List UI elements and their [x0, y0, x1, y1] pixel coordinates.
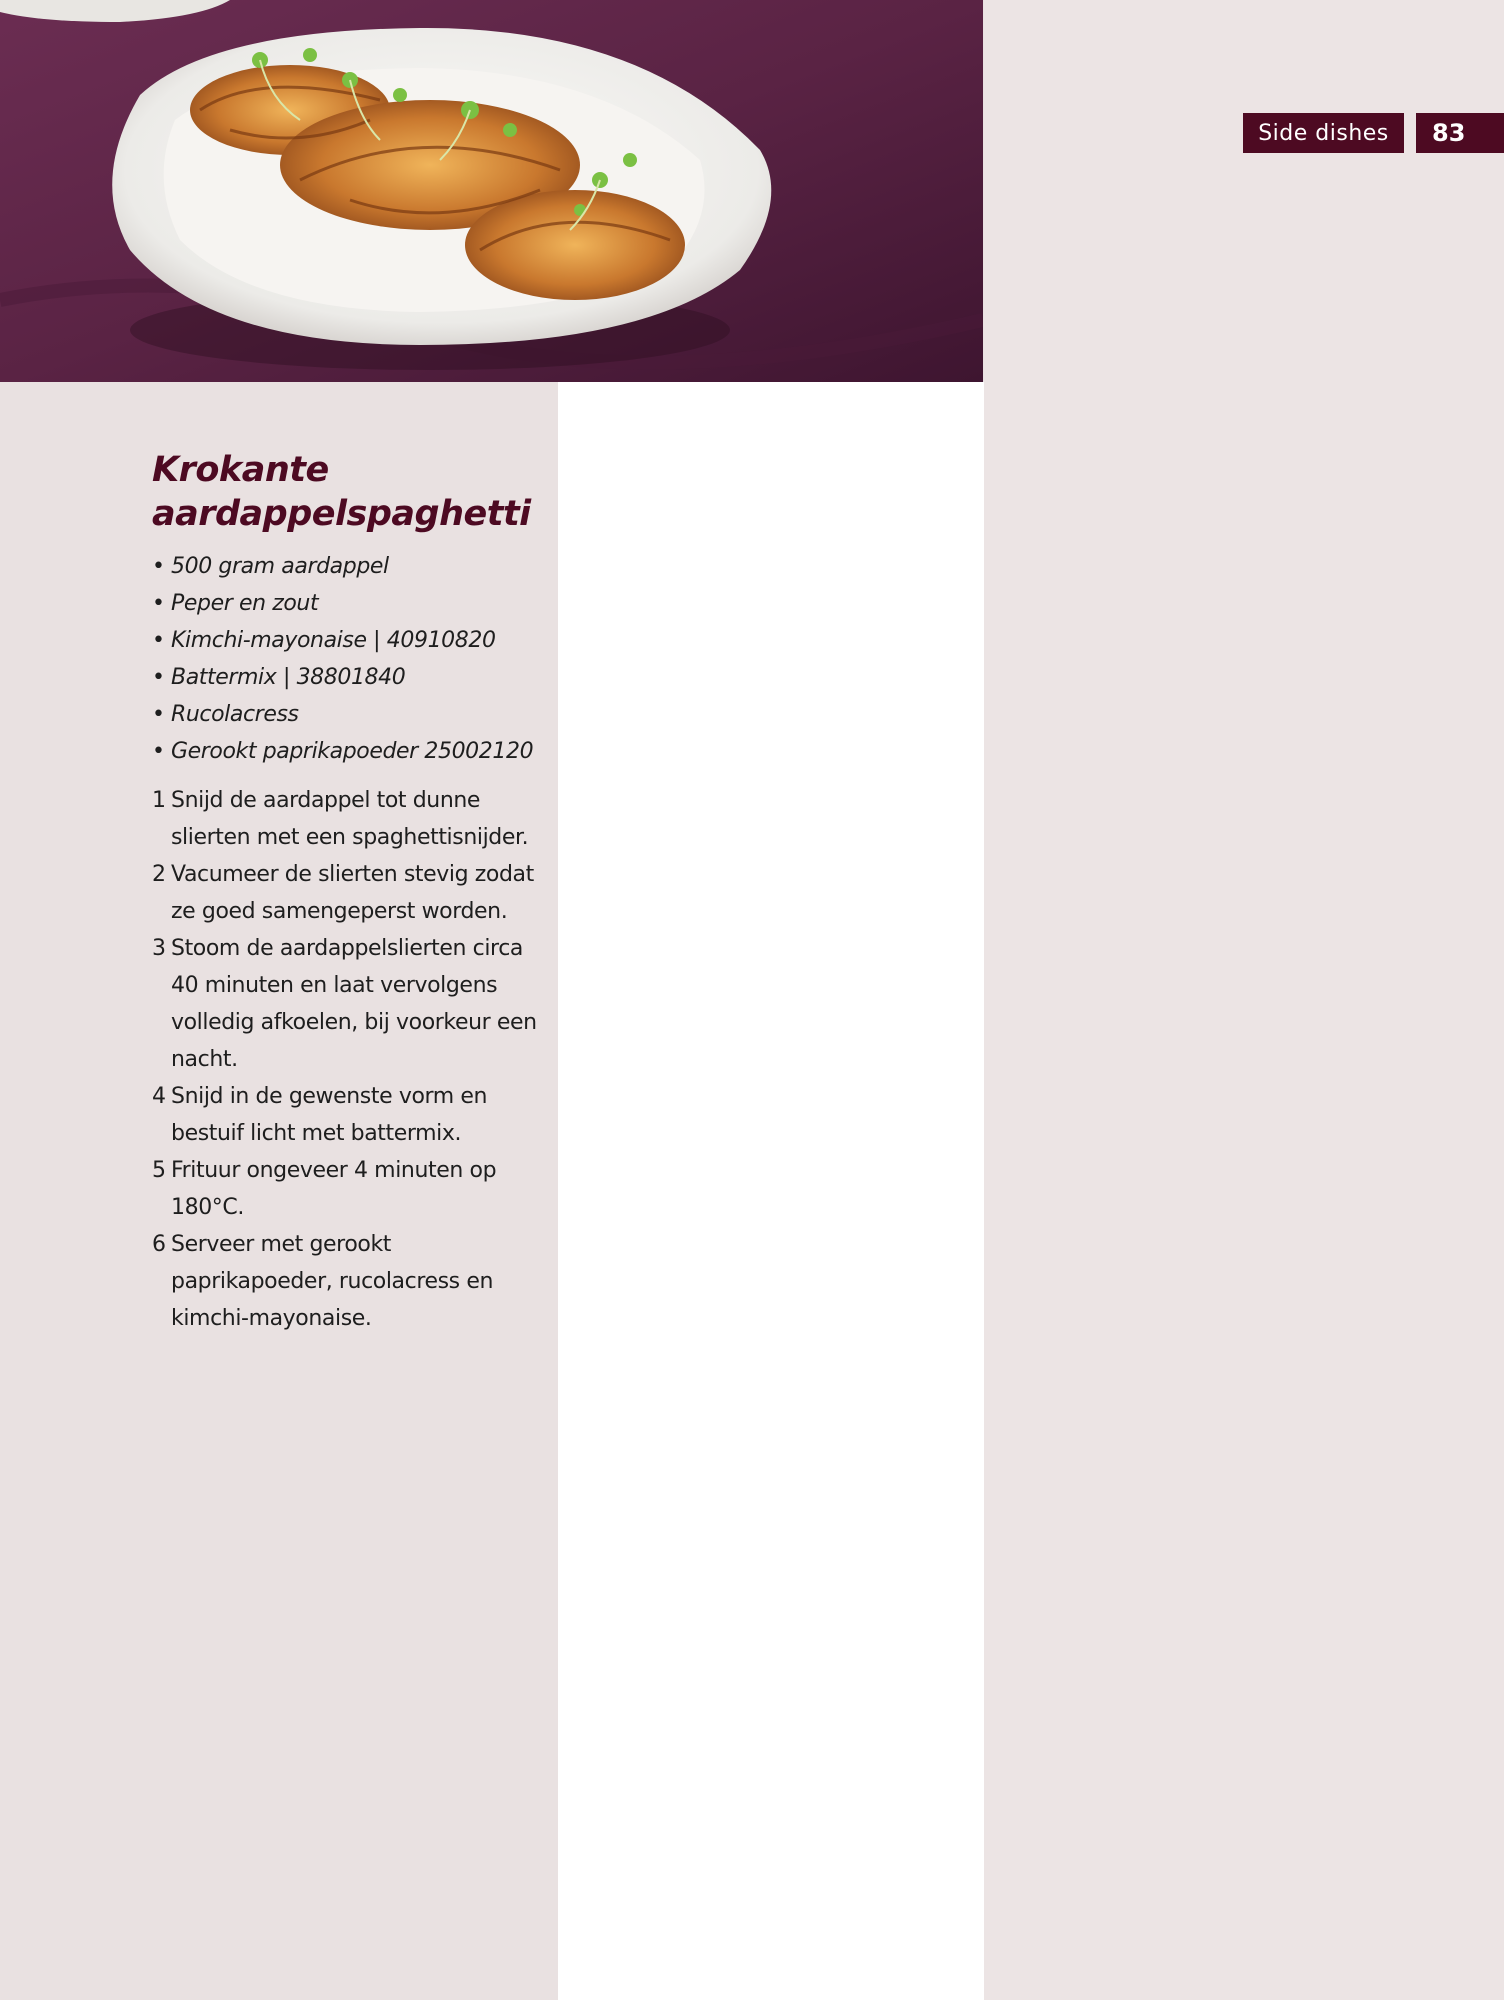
- step-item: [152, 1226, 552, 1337]
- step-item: [152, 930, 552, 1078]
- step-text: Serveer met gerookt paprikapoeder, rucolacress en kimchi-mayonaise.: [171, 1232, 494, 1331]
- step-text: Vacumeer de slierten stevig zodat ze goed samengeperst worden.: [171, 862, 534, 924]
- ingredient-item: • Peper en zout: [152, 585, 552, 622]
- step-item: [152, 1152, 552, 1226]
- step-text: Snijd in de gewenste vorm en bestuif licht met battermix.: [171, 1084, 488, 1146]
- recipe-title-line2: aardappelspaghetti: [152, 494, 531, 534]
- ingredient-item: • Battermix | 38801840: [152, 659, 552, 696]
- step-text: Snijd de aardappel tot dunne slierten met een spaghettisnijder.: [171, 788, 529, 850]
- fried-potato-spaghetti-on-plate-photo: [0, 0, 983, 382]
- ingredient-list: [152, 548, 552, 770]
- ingredient-item: • 500 gram aardappel: [152, 548, 552, 585]
- step-text: Stoom de aardappelslierten circa 40 minuten en laat vervolgens volledig afkoelen, bij voorkeur een nacht.: [171, 936, 537, 1072]
- blank-column: [558, 382, 984, 2000]
- recipe-title-line1: Krokante: [152, 450, 329, 490]
- step-number: 6: [152, 1232, 166, 1257]
- step-item: [152, 782, 552, 856]
- side-panel: [984, 0, 1504, 2000]
- recipe: [152, 448, 552, 1337]
- step-list: [152, 782, 552, 1337]
- ingredient-item: • Rucolacress: [152, 696, 552, 733]
- page-number: 83: [1416, 113, 1504, 153]
- step-item: [152, 856, 552, 930]
- recipe-photo: [0, 0, 983, 382]
- ingredient-item: • Gerookt paprikapoeder 25002120: [152, 733, 552, 770]
- recipe-title: [152, 448, 552, 536]
- step-number: 2: [152, 862, 166, 887]
- step-number: 5: [152, 1158, 166, 1183]
- section-label: Side dishes: [1243, 113, 1404, 153]
- step-number: 1: [152, 788, 166, 813]
- step-item: [152, 1078, 552, 1152]
- step-text: Frituur ongeveer 4 minuten op 180°C.: [171, 1158, 497, 1220]
- step-number: 4: [152, 1084, 166, 1109]
- ingredient-item: • Kimchi-mayonaise | 40910820: [152, 622, 552, 659]
- step-number: 3: [152, 936, 166, 961]
